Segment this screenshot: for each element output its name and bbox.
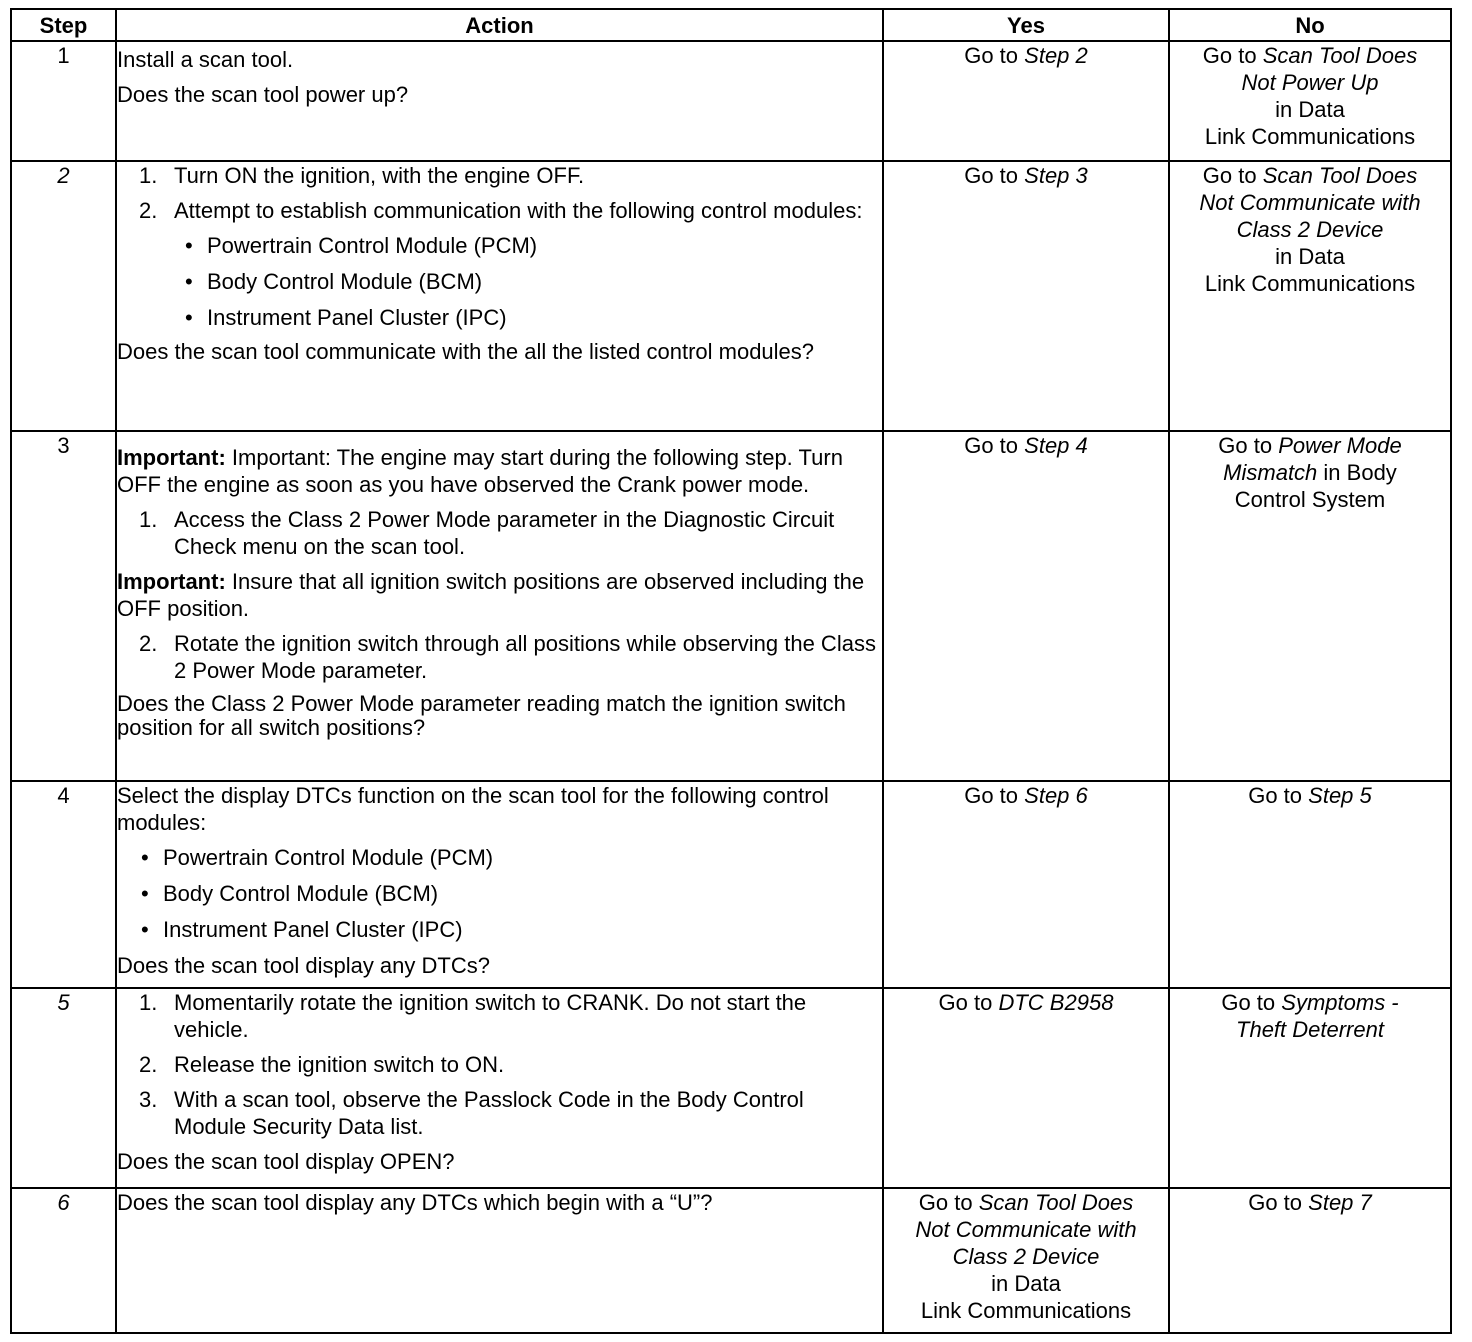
action-question: Does the scan tool communicate with the all the listed control modules?	[117, 339, 815, 364]
table-row	[11, 431, 1451, 781]
numbered-item: 2. Release the ignition switch to ON.	[139, 1052, 505, 1077]
bullet-item: • Powertrain Control Module (PCM)	[185, 233, 538, 258]
no-prefix: Go to	[1202, 163, 1257, 188]
action-question: Does the Class 2 Power Mode parameter reading match the ignition switch position for all switch positions?	[117, 691, 846, 740]
yes-prefix: Go to	[918, 1190, 973, 1215]
no-link[interactable]: Scan Tool Does	[1262, 163, 1418, 188]
bullet-item: • Instrument Panel Cluster (IPC)	[141, 917, 463, 942]
table-row	[11, 1188, 1451, 1333]
header-action: Action	[116, 9, 883, 41]
yes-prefix: Go to	[964, 783, 1019, 808]
step-number: 3	[11, 431, 116, 781]
no-cell	[1169, 781, 1451, 988]
action-question: Does the scan tool display OPEN?	[117, 1149, 455, 1174]
yes-cell	[883, 41, 1169, 161]
yes-prefix: Go to	[938, 990, 993, 1015]
bullet-item: • Body Control Module (BCM)	[185, 269, 483, 294]
no-link-cont[interactable]: Not Communicate with	[1199, 190, 1421, 215]
yes-prefix: Go to	[964, 43, 1019, 68]
action-text: Select the display DTCs function on the scan tool for the following control modules:	[117, 783, 829, 835]
no-suffix: in Body	[1323, 460, 1397, 485]
step-number: 5	[11, 988, 116, 1188]
header-yes: Yes	[883, 9, 1169, 41]
no-prefix: Go to	[1248, 1190, 1303, 1215]
no-link-cont[interactable]: Theft Deterrent	[1236, 1017, 1384, 1042]
bullet-item: • Powertrain Control Module (PCM)	[141, 845, 494, 870]
no-link-cont[interactable]: Mismatch	[1223, 460, 1318, 485]
numbered-item: 3. With a scan tool, observe the Passlock Code in the Body Control Module Security Data list.	[139, 1087, 804, 1139]
action-question: Does the scan tool display any DTCs which begin with a “U”?	[117, 1190, 713, 1215]
numbered-item: 1. Turn ON the ignition, with the engine OFF.	[139, 163, 585, 188]
yes-link-cont[interactable]: Not Communicate with	[915, 1217, 1137, 1242]
yes-suffix-2: Link Communications	[920, 1298, 1132, 1323]
yes-link-cont-2[interactable]: Class 2 Device	[952, 1244, 1100, 1269]
bullet-item: • Body Control Module (BCM)	[141, 881, 439, 906]
no-cell	[1169, 988, 1451, 1188]
action-cell	[116, 41, 883, 161]
yes-cell	[883, 1188, 1169, 1333]
no-link[interactable]: Symptoms -	[1281, 990, 1399, 1015]
no-suffix-2: Link Communications	[1204, 271, 1416, 296]
action-cell	[116, 988, 883, 1188]
no-cell	[1169, 1188, 1451, 1333]
no-suffix-2: Control System	[1234, 487, 1386, 512]
action-cell	[116, 781, 883, 988]
step-number: 1	[11, 41, 116, 161]
yes-link[interactable]: Step 4	[1024, 433, 1088, 458]
yes-cell	[883, 161, 1169, 431]
no-cell	[1169, 41, 1451, 161]
step-number: 4	[11, 781, 116, 988]
step-number: 6	[11, 1188, 116, 1333]
yes-link[interactable]: Step 3	[1024, 163, 1088, 188]
yes-link[interactable]: DTC B2958	[998, 990, 1114, 1015]
no-cell	[1169, 161, 1451, 431]
action-cell	[116, 431, 883, 781]
table-row	[11, 988, 1451, 1188]
no-cell	[1169, 431, 1451, 781]
no-suffix: in Data	[1275, 97, 1345, 122]
table-row	[11, 781, 1451, 988]
table-header-row	[11, 9, 1451, 41]
important-note: Important: Important: The engine may start during the following step. Turn OFF the engine as soon as you have observed the Crank power mode.	[117, 445, 843, 497]
no-prefix: Go to	[1248, 783, 1303, 808]
yes-link[interactable]: Scan Tool Does	[978, 1190, 1134, 1215]
no-suffix: in Data	[1275, 244, 1345, 269]
no-prefix: Go to	[1221, 990, 1276, 1015]
diagnostic-table	[10, 8, 1452, 1334]
yes-link[interactable]: Step 6	[1024, 783, 1088, 808]
action-cell	[116, 1188, 883, 1333]
action-cell	[116, 161, 883, 431]
numbered-item: 1. Momentarily rotate the ignition switch to CRANK. Do not start the vehicle.	[139, 990, 807, 1042]
action-question: Does the scan tool display any DTCs?	[117, 953, 490, 978]
yes-link[interactable]: Step 2	[1024, 43, 1088, 68]
yes-cell	[883, 988, 1169, 1188]
no-link-cont[interactable]: Not Power Up	[1241, 70, 1379, 95]
action-question: Does the scan tool power up?	[117, 82, 409, 107]
numbered-item: 2. Rotate the ignition switch through all positions while observing the Class 2 Power Mode parameter.	[139, 631, 876, 683]
no-prefix: Go to	[1202, 43, 1257, 68]
bullet-item: • Instrument Panel Cluster (IPC)	[185, 305, 507, 330]
important-note: Important: Insure that all ignition switch positions are observed including the OFF position.	[117, 569, 865, 621]
yes-cell	[883, 781, 1169, 988]
no-link[interactable]: Step 5	[1308, 783, 1372, 808]
no-link[interactable]: Step 7	[1308, 1190, 1372, 1215]
header-step: Step	[11, 9, 116, 41]
table-row	[11, 41, 1451, 161]
table-row	[11, 161, 1451, 431]
yes-prefix: Go to	[964, 163, 1019, 188]
yes-prefix: Go to	[964, 433, 1019, 458]
action-text: Install a scan tool.	[117, 47, 294, 72]
yes-suffix: in Data	[991, 1271, 1061, 1296]
header-no: No	[1169, 9, 1451, 41]
no-prefix: Go to	[1218, 433, 1273, 458]
no-link-cont-2[interactable]: Class 2 Device	[1236, 217, 1384, 242]
no-suffix-2: Link Communications	[1204, 124, 1416, 149]
numbered-item: 2. Attempt to establish communication with the following control modules:	[139, 198, 863, 223]
numbered-item: 1. Access the Class 2 Power Mode parameter in the Diagnostic Circuit Check menu on the scan tool.	[139, 507, 835, 559]
step-number: 2	[11, 161, 116, 431]
no-link[interactable]: Power Mode	[1278, 433, 1402, 458]
yes-cell	[883, 431, 1169, 781]
no-link[interactable]: Scan Tool Does	[1262, 43, 1418, 68]
